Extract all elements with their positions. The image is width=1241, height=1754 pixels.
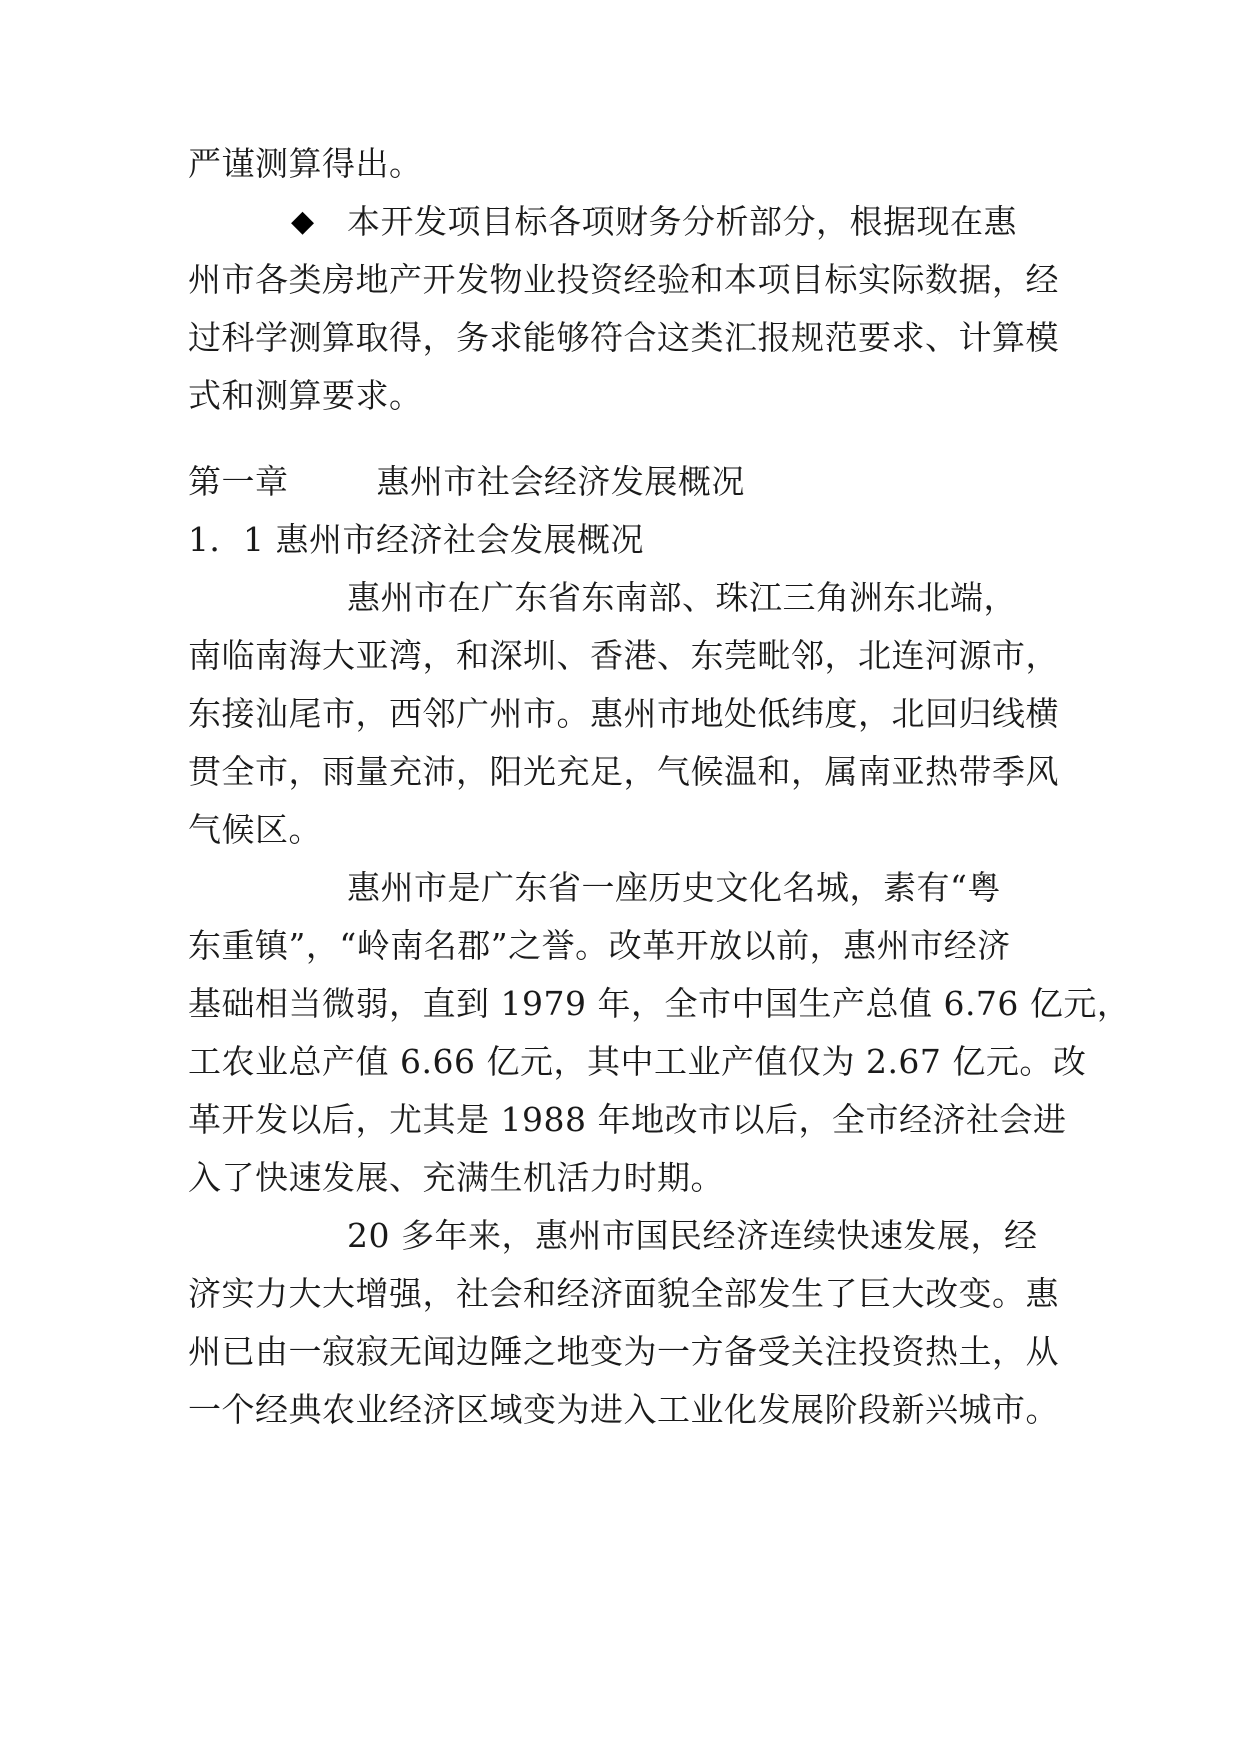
paragraph-line: 入了快速发展、充满生机活力时期。 [188,1158,724,1197]
paragraph-line: 革开发以后，尤其是 1988 年地改市以后，全市经济社会进 [188,1100,1067,1139]
paragraph-line: 南临南海大亚湾，和深圳、香港、东莞毗邻，北连河源市， [188,636,1059,675]
paragraph-line: 严谨测算得出。 [188,144,423,183]
paragraph-line: 惠州市在广东省东南部、珠江三角洲东北端， [347,578,1017,617]
paragraph-line: 本开发项目标各项财务分析部分，根据现在惠 [347,202,1017,241]
paragraph-line: 东接汕尾市，西邻广州市。惠州市地处低纬度，北回归线横 [188,694,1059,733]
paragraph-line: 东重镇”，“岭南名郡”之誉。改革开放以前，惠州市经济 [188,926,1011,965]
paragraph-line: 工农业总产值 6.66 亿元，其中工业产值仅为 2.67 亿元。改 [188,1042,1087,1081]
paragraph-line: 济实力大大增强，社会和经济面貌全部发生了巨大改变。惠 [188,1274,1059,1313]
paragraph-line: 基础相当微弱，直到 1979 年，全市中国生产总值 6.76 亿元， [188,984,1131,1023]
paragraph-line: 气候区。 [188,810,322,849]
paragraph-line: 20 多年来，惠州市国民经济连续快速发展，经 [347,1216,1038,1255]
paragraph-line: 州市各类房地产开发物业投资经验和本项目标实际数据，经 [188,260,1059,299]
paragraph-line: 式和测算要求。 [188,376,423,415]
paragraph-line: 州已由一寂寂无闻边陲之地变为一方备受关注投资热土，从 [188,1332,1059,1371]
paragraph-line: 贯全市，雨量充沛，阳光充足，气候温和，属南亚热带季风 [188,752,1059,791]
chapter-heading: 第一章 惠州市社会经济发展概况 [188,462,745,501]
paragraph-line: 一个经典农业经济区域变为进入工业化发展阶段新兴城市。 [188,1390,1059,1429]
diamond-bullet-icon: ◆ [291,204,315,239]
section-heading: 1．1 惠州市经济社会发展概况 [188,520,644,559]
paragraph-line: 过科学测算取得，务求能够符合这类汇报规范要求、计算模 [188,318,1059,357]
paragraph-line: 惠州市是广东省一座历史文化名城，素有“粤 [347,868,1001,907]
